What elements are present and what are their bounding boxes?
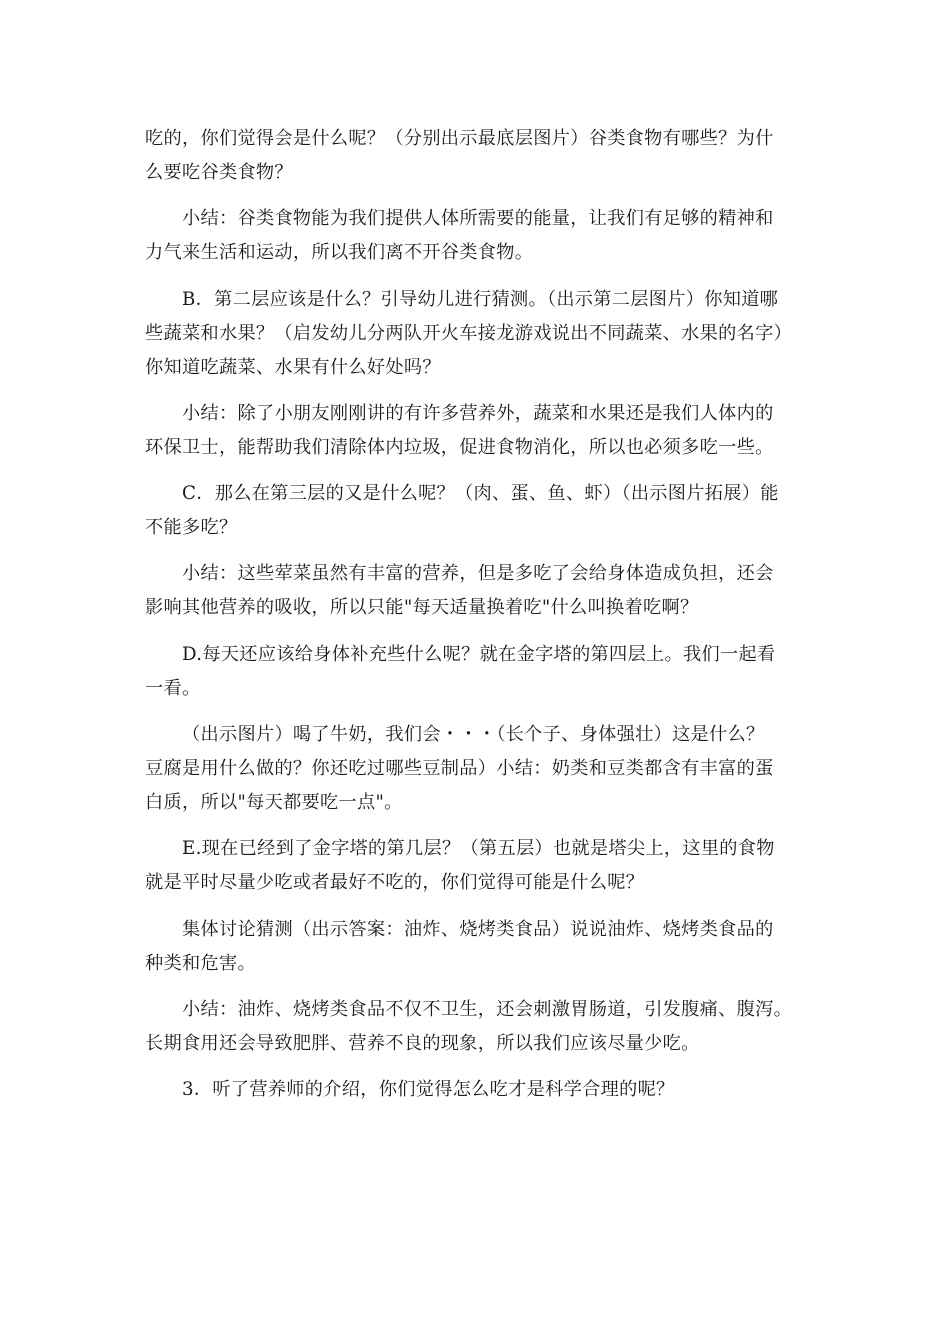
text-line: 不能多吃？ bbox=[145, 517, 238, 539]
paragraph bbox=[145, 557, 810, 625]
text-line: （出示图片）喝了牛奶，我们会・・・（长个子、身体强壮）这是什么？ bbox=[182, 724, 765, 746]
text-line: 长期食用还会导致肥胖、营养不良的现象，所以我们应该尽量少吃。 bbox=[145, 1032, 700, 1054]
text-line: 一看。 bbox=[145, 677, 201, 699]
paragraph bbox=[145, 397, 810, 465]
paragraph bbox=[145, 283, 810, 385]
text-line: 小结：这些荤菜虽然有丰富的营养，但是多吃了会给身体造成负担，还会 bbox=[182, 563, 774, 585]
paragraph bbox=[145, 993, 810, 1061]
text-line: 你知道吃蔬菜、水果有什么好处吗？ bbox=[145, 356, 441, 378]
text-line: 3．听了营养师的介绍，你们觉得怎么吃才是科学合理的呢？ bbox=[182, 1079, 675, 1101]
paragraph bbox=[145, 1073, 810, 1107]
text-line: 影响其他营养的吸收，所以只能"每天适量换着吃"什么叫换着吃啊？ bbox=[145, 597, 699, 619]
text-line: 小结：谷类食物能为我们提供人体所需要的能量，让我们有足够的精神和 bbox=[182, 208, 774, 230]
text-line: 豆腐是用什么做的？你还吃过哪些豆制品）小结：奶类和豆类都含有丰富的蛋 bbox=[145, 758, 774, 780]
paragraph bbox=[145, 913, 810, 981]
text-line: 么要吃谷类食物？ bbox=[145, 162, 293, 183]
text-line: E.现在已经到了金字塔的第几层？（第五层）也就是塔尖上，这里的食物 bbox=[182, 838, 775, 860]
text-line: 吃的，你们觉得会是什么呢？（分别出示最底层图片）谷类食物有哪些？为什 bbox=[145, 128, 774, 149]
text-line: 集体讨论猜测（出示答案：油炸、烧烤类食品）说说油炸、烧烤类食品的 bbox=[182, 918, 774, 940]
paragraph bbox=[145, 477, 810, 545]
text-line: 小结：除了小朋友刚刚讲的有许多营养外，蔬菜和水果还是我们人体内的 bbox=[182, 402, 774, 424]
text-line: C．那么在第三层的又是什么呢？（肉、蛋、鱼、虾）（出示图片拓展）能 bbox=[182, 483, 779, 505]
text-line: 些蔬菜和水果？（启发幼儿分两队开火车接龙游戏说出不同蔬菜、水果的名字） bbox=[145, 322, 793, 344]
text-line: B．第二层应该是什么？引导幼儿进行猜测。（出示第二层图片）你知道哪 bbox=[182, 288, 779, 310]
paragraph bbox=[145, 202, 810, 270]
text-line: 环保卫士，能帮助我们清除体内垃圾，促进食物消化，所以也必须多吃一些。 bbox=[145, 436, 774, 458]
paragraph bbox=[145, 122, 810, 190]
text-line: 种类和危害。 bbox=[145, 952, 256, 974]
paragraph bbox=[145, 832, 810, 900]
text-line: 力气来生活和运动，所以我们离不开谷类食物。 bbox=[145, 242, 534, 264]
paragraph bbox=[145, 638, 810, 706]
text-line: 就是平时尽量少吃或者最好不吃的，你们觉得可能是什么呢？ bbox=[145, 872, 645, 894]
text-line: 白质，所以"每天都要吃一点"。 bbox=[145, 792, 403, 814]
text-line: 小结：油炸、烧烤类食品不仅不卫生，还会刺激胃肠道，引发腹痛、腹泻。 bbox=[182, 998, 793, 1020]
document-body bbox=[145, 122, 810, 1120]
paragraph bbox=[145, 718, 810, 820]
text-line: D.每天还应该给身体补充些什么呢？就在金字塔的第四层上。我们一起看 bbox=[182, 643, 776, 665]
